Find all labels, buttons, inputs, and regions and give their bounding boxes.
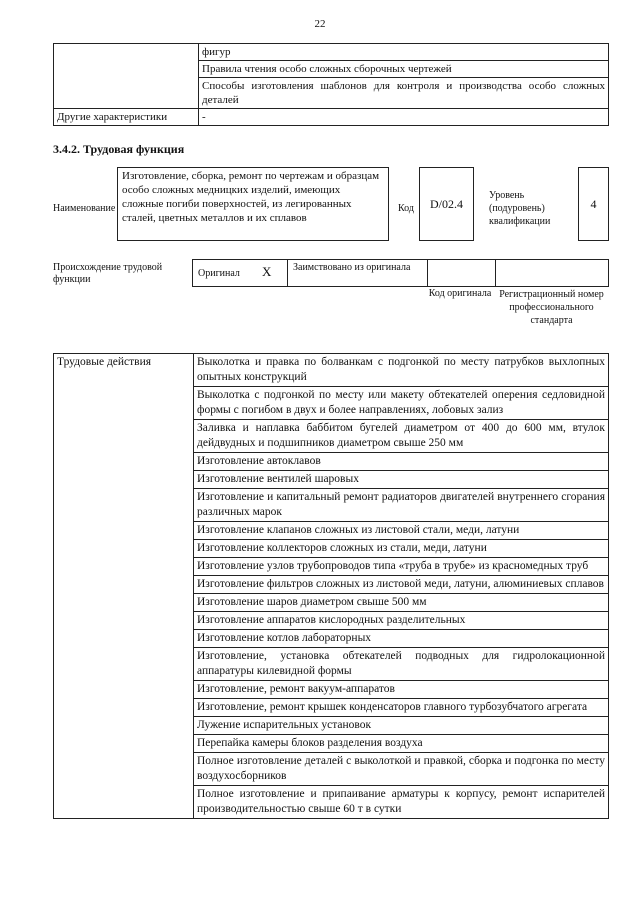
divider (495, 260, 496, 286)
table-row (54, 109, 609, 126)
labor-action-item: Изготовление вентилей шаровых (194, 471, 609, 489)
labor-action-item: Изготовление шаров диаметром свыше 500 мм (194, 594, 609, 612)
table-row (54, 44, 609, 61)
labor-actions-table (53, 353, 609, 819)
origin-row (192, 259, 609, 287)
function-name-box: Изготовление, сборка, ремонт по чертежам и образцам особо сложных медницких изделий, имеющих сложные погиби поверхностей, из легированных сталей, цветных металлов и их сплавов (117, 167, 389, 241)
labor-action-item: Выколотка и правка по болванкам с подгонкой по месту патрубков выхлопных опытных конструкций (194, 354, 609, 387)
labor-action-item: Выколотка с подгонкой по месту или макету обтекателей оперения седловидной формы с погибом в двух и более направлениях, лобовых зализ (194, 387, 609, 420)
origin-label (53, 262, 179, 286)
labor-action-item: Изготовление, ремонт крышек конденсаторов главного турбозубчатого агрегата (194, 699, 609, 717)
page-number: 22 (314, 18, 326, 30)
labor-action-item: Изготовление фильтров сложных из листовой меди, латуни, алюминиевых сплавов (194, 576, 609, 594)
other-characteristics-value: - (199, 109, 609, 126)
code-label: Код (398, 203, 414, 214)
function-code-box: D/02.4 (419, 167, 474, 241)
labor-action-item: Изготовление аппаратов кислородных разделительных (194, 612, 609, 630)
labor-action-item: Изготовление клапанов сложных из листовой стали, меди, латуни (194, 522, 609, 540)
labor-action-item: Изготовление котлов лабораторных (194, 630, 609, 648)
labor-action-item: Перепайка камеры блоков разделения воздуха (194, 735, 609, 753)
borrowed-text: Заимствовано из оригинала (293, 262, 411, 273)
table-cell: Способы изготовления шаблонов для контроля и производства особо сложных деталей (199, 78, 609, 109)
labor-actions-body (54, 354, 609, 819)
other-characteristics-label: Другие характеристики (54, 109, 199, 126)
divider (427, 260, 428, 286)
table-row (54, 354, 609, 387)
origin-label-text: Происхождение трудовой функции (53, 262, 163, 285)
original-label: Оригинал (198, 268, 240, 279)
labor-action-item: Изготовление узлов трубопроводов типа «труба в трубе» из красномедных труб (194, 558, 609, 576)
labor-action-item: Изготовление, ремонт вакуум-аппаратов (194, 681, 609, 699)
name-label: Наименование (53, 203, 116, 214)
labor-action-item: Полное изготовление деталей с выколоткой и правкой, сборка и подгонка по месту воздухосборников (194, 753, 609, 786)
previous-section-table (53, 43, 609, 126)
divider (287, 260, 288, 286)
reg-number-label: Регистрационный номер профессионального стандарта (499, 289, 604, 326)
borrowed-label (293, 262, 418, 273)
section-title: 3.4.2. Трудовая функция (53, 142, 185, 156)
qualification-level-box: 4 (578, 167, 609, 241)
table-cell-empty (54, 44, 199, 109)
table-cell: Правила чтения особо сложных сборочных чертежей (199, 61, 609, 78)
labor-action-item: Лужение испарительных установок (194, 717, 609, 735)
table-cell: фигур (199, 44, 609, 61)
qualification-level-label (489, 189, 561, 228)
qualification-level-text: Уровень (подуровень) квалификации (489, 190, 551, 227)
labor-action-item: Полное изготовление и припаивание арматуры к корпусу, ремонт испарителей производительностью свыше 60 т в сутки (194, 786, 609, 819)
labor-action-item: Изготовление и капитальный ремонт радиаторов двигателей внутреннего сгорания различных марок (194, 489, 609, 522)
original-mark: X (262, 264, 272, 279)
labor-action-item: Изготовление коллекторов сложных из стали, меди, латуни (194, 540, 609, 558)
labor-actions-label: Трудовые действия (54, 354, 194, 819)
labor-action-item: Изготовление, установка обтекателей подводных для гидролокационной аппаратуры килевидной формы (194, 648, 609, 681)
code-original-label: Код оригинала (428, 288, 492, 299)
labor-action-item: Заливка и наплавка баббитом бугелей диаметром от 400 до 600 мм, втулок дейдвудных и подшипников диаметром свыше 250 мм (194, 420, 609, 453)
labor-action-item: Изготовление автоклавов (194, 453, 609, 471)
